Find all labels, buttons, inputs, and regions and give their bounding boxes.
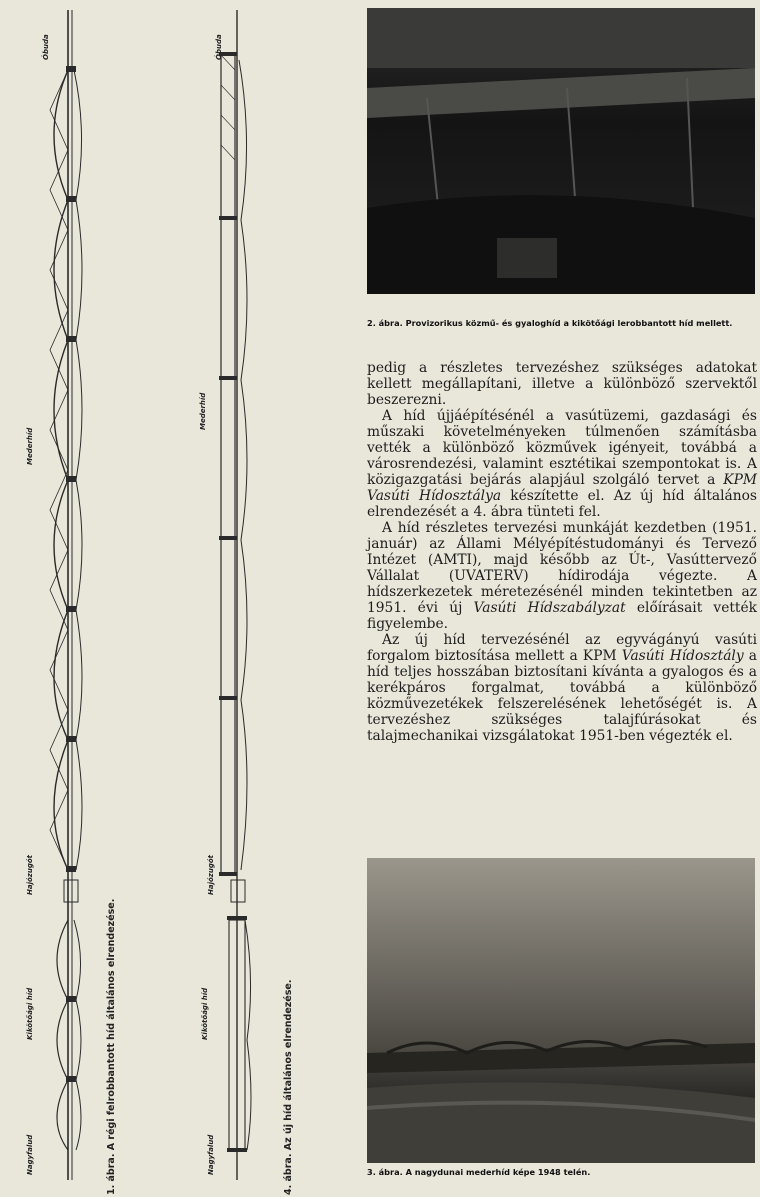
label-hajozugot: Hajózugót [207,854,215,895]
figure-1-old-bridge-drawing [20,0,100,1197]
label-nagyfalud: Nagyfalud [207,1134,215,1175]
label-obuda: Óbuda [42,34,50,60]
figure-2-photo [367,8,755,294]
label-obuda: Óbuda [215,34,223,60]
figure-2-caption: 2. ábra. Provizorikus közmű- és gyaloghíd a kikötőági lerobbantott híd mellett. [367,318,733,328]
paragraph-1: pedig a részletes tervezéshez szükséges adatokat kellett megállapítani, illetve a különböző szervektől beszerezni. [367,360,757,408]
figure-3-caption: 3. ábra. A nagydunai mederhíd képe 1948 telén. [367,1167,591,1177]
label-mederhid: Mederhíd [26,427,34,465]
label-kikotoagi-hid: Kikötőági híd [201,987,209,1040]
figure-4-caption: 4. ábra. Az új híd általános elrendezése. [283,979,294,1195]
paragraph-4: Az új híd tervezésénél az egyvágányú vasúti forgalom biztosítása mellett a KPM Vasúti Hídosztály a híd teljes hosszában biztosítani kívánta a gyalogos és a kerékpáros forgalmat, továbbá a különböző közművezetékek felszerelésének lehetőségét is. A tervezéshez szükséges talajfúrásokat és talajmechanikai vizsgálatokat 1951-ben végezték el. [367,632,757,744]
label-mederhid: Mederhíd [199,392,207,430]
article-body [367,360,757,744]
paragraph-2: A híd újjáépítésénél a vasútüzemi, gazdasági és műszaki követelményeken túlmenően számításba vették a különböző közművek igényeit, továbbá a városrendezési, valamint esztétikai szempontokat is. A közigazgatási bejárás alapjául szolgáló tervet a KPM Vasúti Hídosztálya készítette el. Az új híd általános elrendezését a 4. ábra tünteti fel. [367,408,757,520]
photo-scene [367,8,755,294]
figure-4-new-bridge-drawing [195,0,275,1197]
figure-3-photo [367,858,755,1163]
paragraph-3: A híd részletes tervezési munkáját kezdetben (1951. január) az Állami Mélyépítéstudományi és Tervező Intézet (AMTI), majd később az Út-, Vasúttervező Vállalat (UVATERV) hídirodája végezte. A hídszerkezetek méretezésénél minden tekintetben az 1951. évi új Vasúti Hídszabályzat előírásait vették figyelembe. [367,520,757,632]
label-hajozugot: Hajózugót [26,854,34,895]
photo-scene [367,858,755,1163]
figure-1-caption: 1. ábra. A régi felrobbantott híd általános elrendezése. [106,898,117,1195]
label-nagyfalud: Nagyfalud [26,1134,34,1175]
label-kikotoagi-hid: Kikötőági híd [26,987,34,1040]
